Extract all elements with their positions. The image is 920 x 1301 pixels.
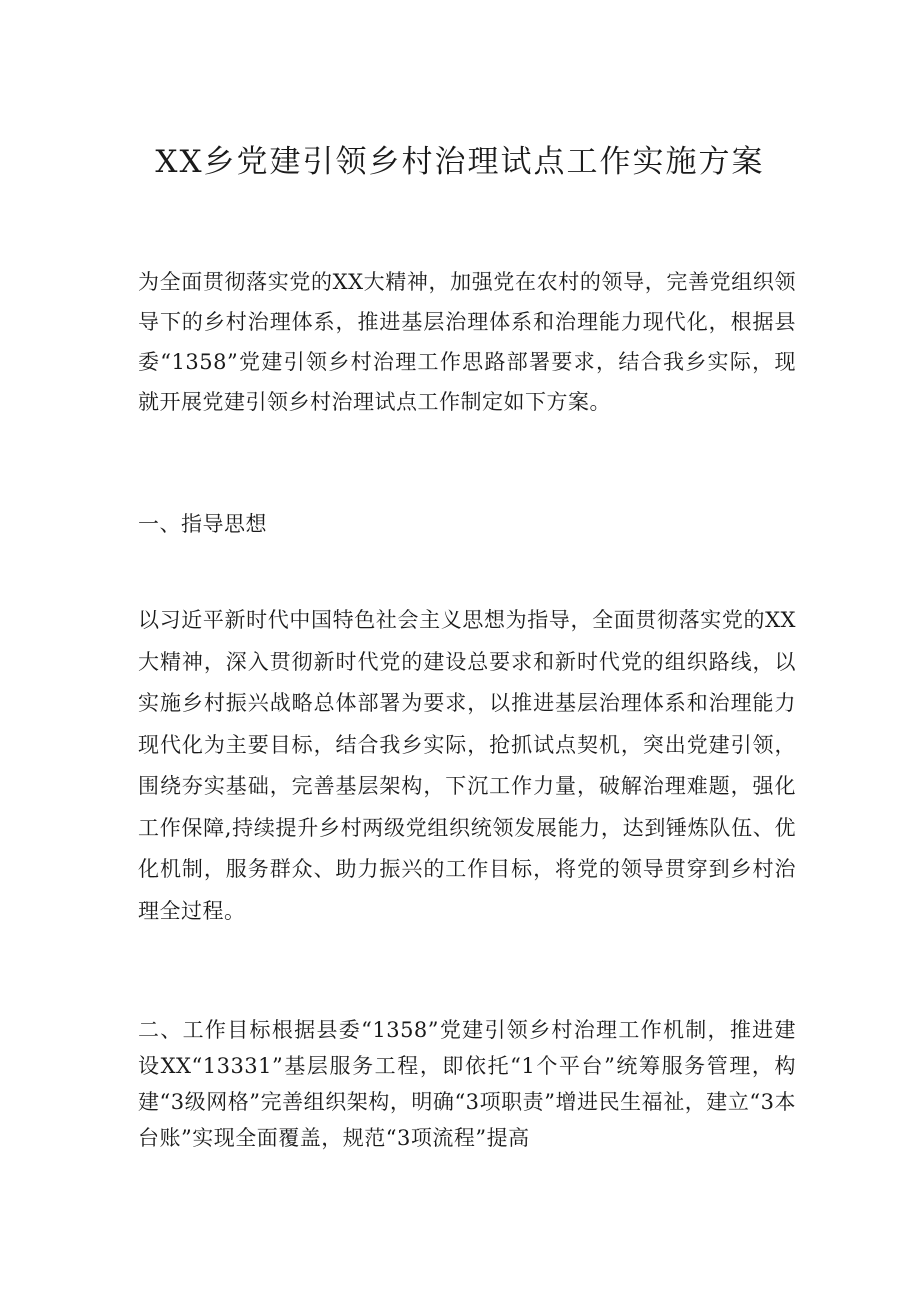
intro-paragraph: 为全面贯彻落实党的XX大精神，加强党在农村的领导，完善党组织领导下的乡村治理体系，推进基层治理体系和治理能力现代化，根据县委“1358”党建引领乡村治理工作思路部署要求，结合我乡实际，现就开展党建引领乡村治理试点工作制定如下方案。 xyxy=(138,270,796,414)
guiding-ideology-paragraph: 以习近平新时代中国特色社会主义思想为指导，全面贯彻落实党的XX大精神，深入贯彻新时代党的建设总要求和新时代党的组织路线，以实施乡村振兴战略总体部署为要求，以推进基层治理体系和治理能力现代化为主要目标，结合我乡实际，抢抓试点契机，突出党建引领，围绕夯实基础，完善基层架构，下沉工作力量，破解治理难题，强化工作保障,持续提升乡村两级党组织统领发展能力，达到锤炼队伍、优化机制，服务群众、助力振兴的工作目标，将党的领导贯穿到乡村治理全过程。 xyxy=(138,608,796,923)
document-title: XX乡党建引领乡村治理试点工作实施方案 xyxy=(155,144,765,180)
work-goals-paragraph: 二、工作目标根据县委“1358”党建引领乡村治理工作机制，推进建设XX“13331”基层服务工程，即依托“1个平台”统筹服务管理，构建“3级网格”完善组织架构，明确“3项职责”增进民生福祉，建立“3本台账”实现全面覆盖，规范“3项流程”提高 xyxy=(138,1018,796,1150)
section-heading-guiding-ideology: 一、指导思想 xyxy=(138,512,267,536)
